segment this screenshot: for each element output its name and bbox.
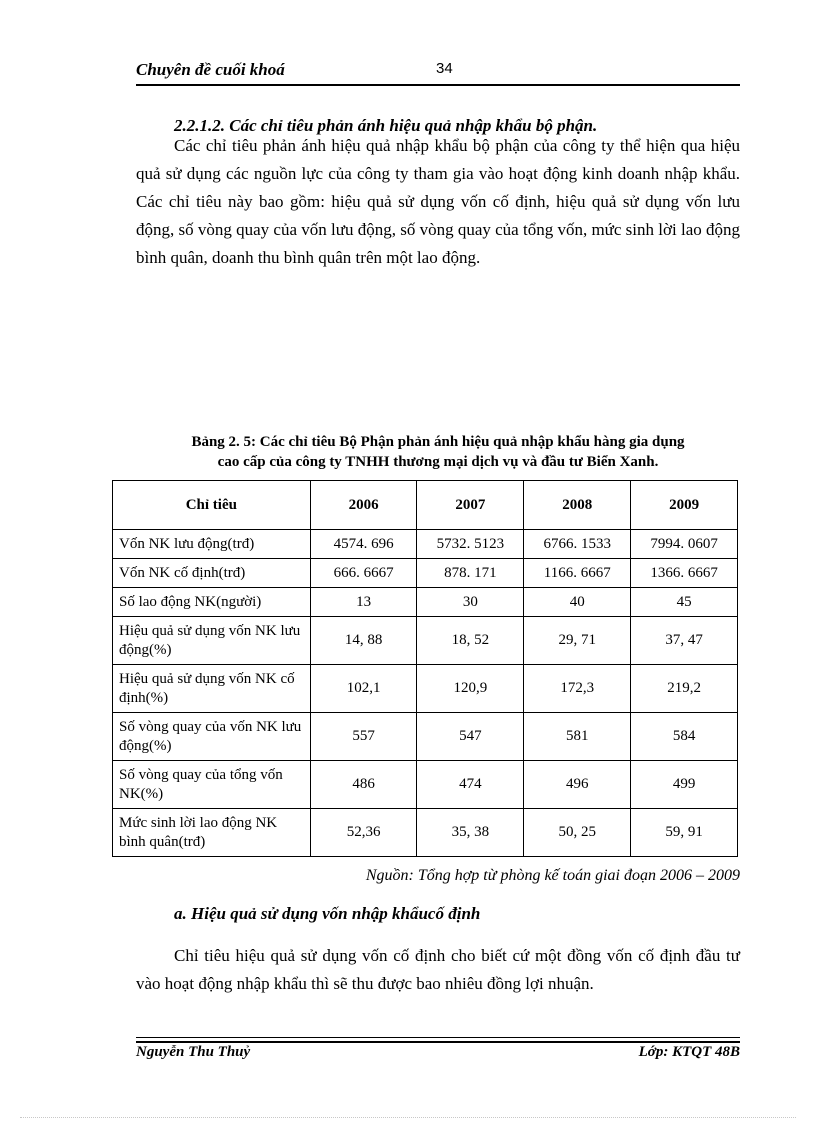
table-cell: 13 [310, 588, 417, 617]
table-cell: 37, 47 [631, 617, 738, 665]
table-cell: 581 [524, 713, 631, 761]
table-cell: 1166. 6667 [524, 559, 631, 588]
table-source-note: Nguồn: Tổng hợp từ phòng kế toán giai đoạn 2006 – 2009 [365, 867, 740, 884]
table-cell: 30 [417, 588, 524, 617]
subheading: a. Hiệu quả sử dụng vốn nhập khẩucố định [174, 904, 481, 923]
footer-divider-thin [136, 1037, 740, 1038]
table-cell: 547 [417, 713, 524, 761]
section-heading: 2.2.1.2. Các chỉ tiêu phản ánh hiệu quả nhập khẩu bộ phận. [174, 116, 598, 135]
table-cell: 59, 91 [631, 809, 738, 857]
row-label: Số vòng quay của tổng vốn NK(%) [113, 761, 311, 809]
table-cell: 499 [631, 761, 738, 809]
table-cell: 18, 52 [417, 617, 524, 665]
header-cell: 2008 [524, 481, 631, 530]
row-label: Số vòng quay của vốn NK lưu động(%) [113, 713, 311, 761]
table-cell: 496 [524, 761, 631, 809]
table-cell: 486 [310, 761, 417, 809]
table-cell: 557 [310, 713, 417, 761]
header-cell: 2006 [310, 481, 417, 530]
table-cell: 29, 71 [524, 617, 631, 665]
table-row [113, 713, 738, 761]
table-cell: 4574. 696 [310, 530, 417, 559]
table-row [113, 665, 738, 713]
table-cell: 172,3 [524, 665, 631, 713]
row-label: Vốn NK lưu động(trđ) [113, 530, 311, 559]
page-edge-dotted-line [20, 1117, 796, 1118]
row-label: Vốn NK cố định(trđ) [113, 559, 311, 588]
intro-paragraph: Các chỉ tiêu phản ánh hiệu quả nhập khẩu bộ phận của công ty thể hiện qua hiệu quả sử dụng các nguồn lực của công ty tham gia vào hoạt động kinh doanh nhập khẩu. Các chỉ tiêu này bao gồm: hiệu quả sử dụng vốn cố định, hiệu quả sử dụng vốn lưu động, số vòng quay của vốn lưu động, số vòng quay của tổng vốn, mức sinh lời lao động bình quân, doanh thu bình quân trên một lao động. [136, 136, 740, 267]
table-cell: 584 [631, 713, 738, 761]
table-row [113, 530, 738, 559]
table-header-row [113, 481, 738, 530]
footer-author: Nguyễn Thu Thuỷ [136, 1044, 251, 1060]
table-cell: 102,1 [310, 665, 417, 713]
header-divider [136, 84, 740, 86]
header-title: Chuyên đề cuối khoá [136, 60, 285, 79]
table-row [113, 761, 738, 809]
table-cell: 5732. 5123 [417, 530, 524, 559]
row-label: Hiệu quả sử dụng vốn NK lưu động(%) [113, 617, 311, 665]
table-cell: 35, 38 [417, 809, 524, 857]
table-row [113, 588, 738, 617]
table-cell: 878. 171 [417, 559, 524, 588]
table-cell: 120,9 [417, 665, 524, 713]
closing-paragraph: Chỉ tiêu hiệu quả sử dụng vốn cố định cho biết cứ một đồng vốn cố định đầu tư vào hoạt động nhập khẩu thì sẽ thu được bao nhiêu đồng lợi nhuận. [136, 946, 740, 993]
table-row [113, 809, 738, 857]
table-cell: 50, 25 [524, 809, 631, 857]
table-row [113, 617, 738, 665]
table-cell: 7994. 0607 [631, 530, 738, 559]
table-cell: 666. 6667 [310, 559, 417, 588]
table-caption-line-2: cao cấp của công ty TNHH thương mại dịch vụ và đầu tư Biển Xanh. [217, 454, 659, 470]
indicators-table [112, 480, 738, 857]
page-number: 34 [436, 60, 453, 77]
table-caption-line-1: Bảng 2. 5: Các chỉ tiêu Bộ Phận phản ánh hiệu quả nhập khẩu hàng gia dụng [191, 434, 685, 450]
table-row [113, 559, 738, 588]
header-cell: Chỉ tiêu [113, 481, 311, 530]
row-label: Hiệu quả sử dụng vốn NK cố định(%) [113, 665, 311, 713]
header-cell: 2009 [631, 481, 738, 530]
table-cell: 6766. 1533 [524, 530, 631, 559]
table-cell: 14, 88 [310, 617, 417, 665]
table-cell: 45 [631, 588, 738, 617]
table-cell: 52,36 [310, 809, 417, 857]
table-caption [136, 432, 740, 472]
header-cell: 2007 [417, 481, 524, 530]
table-cell: 1366. 6667 [631, 559, 738, 588]
table-cell: 219,2 [631, 665, 738, 713]
row-label: Mức sinh lời lao động NK bình quân(trđ) [113, 809, 311, 857]
row-label: Số lao động NK(người) [113, 588, 311, 617]
table-cell: 40 [524, 588, 631, 617]
table-cell: 474 [417, 761, 524, 809]
footer-class: Lớp: KTQT 48B [638, 1044, 740, 1060]
footer-divider-thick [136, 1041, 740, 1043]
